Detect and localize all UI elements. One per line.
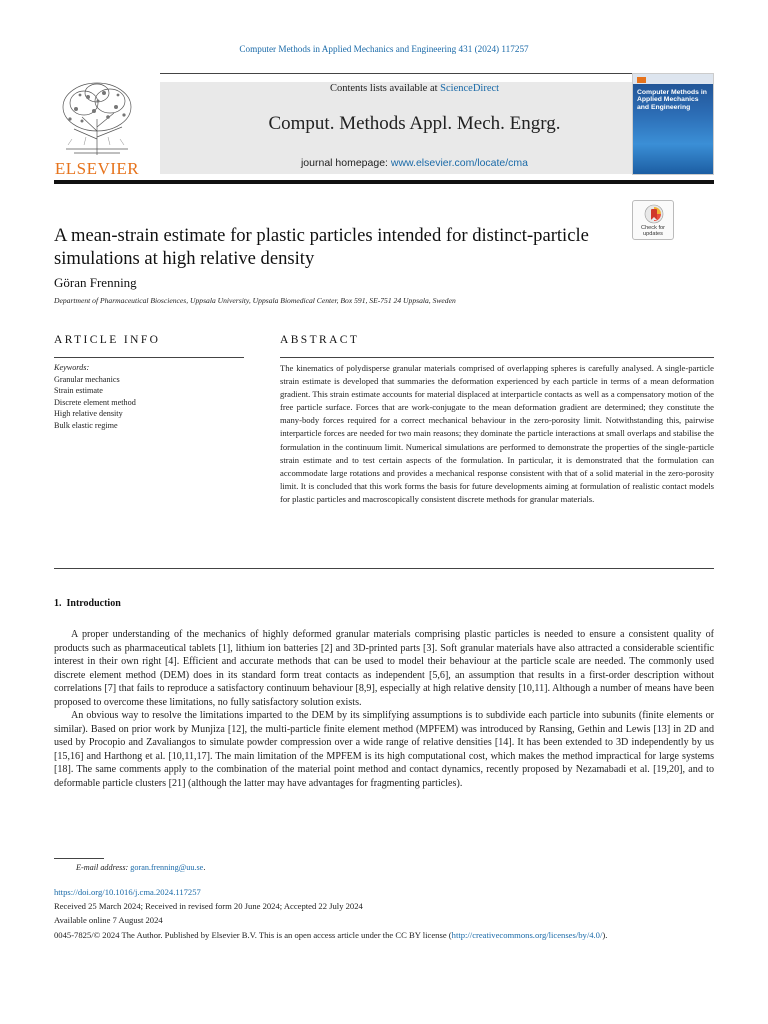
homepage-prefix: journal homepage: [300, 157, 391, 169]
doi-link[interactable]: https://doi.org/10.1016/j.cma.2024.117257 [54, 887, 201, 897]
journal-info-panel [160, 82, 669, 174]
author-email-footnote [76, 863, 205, 872]
paragraph: An obvious way to resolve the limitations imparted to the DEM by its simplifying assumptions is to subdivide each particle into subunits (finite elements or similar). Based on prior work by Munjiza [12], the multi-particle finite element method (MPFEM) was introduced by Ransing, Gethin and Lewis [13] in 2D and used by Procopio and Zavaliangos to simulate powder compression over a wide range of relative densities [14]. It has been extended to 3D independently by us [15,16] and Harthong et al. [10,11,17]. The main limitation of the MPFEM is its high computational cost, which makes the method impractical for large systems [18]. The same comments apply to the combination of the material point method and contact dynamics, recently proposed by Nezamabadi et al. [19,20], and to deformable particle clusters [21] (although the latter may have advantages for fragmenting particles). [54, 710, 714, 790]
author-affiliation: Department of Pharmaceutical Biosciences, Uppsala University, Uppsala Biomedical Center, Box 591, SE-751 24 Uppsala, Sweden [54, 296, 456, 305]
keywords-block [54, 362, 244, 432]
keyword-item: High relative density [54, 409, 123, 419]
cover-publisher-mark [637, 77, 646, 83]
check-for-updates-badge[interactable] [632, 200, 674, 240]
article-title: A mean-strain estimate for plastic particles intended for distinct-particle simulations at high relative density [54, 225, 589, 269]
elsevier-wordmark: ELSEVIER [54, 159, 140, 178]
keyword-item: Discrete element method [54, 397, 136, 407]
sciencedirect-link[interactable]: ScienceDirect [440, 83, 500, 94]
author-name[interactable]: Göran Frenning [54, 275, 137, 290]
author-email-link[interactable]: goran.frenning@uu.se [130, 863, 204, 872]
footnote-rule [54, 858, 104, 859]
contents-line [160, 82, 669, 95]
available-online-date: Available online 7 August 2024 [54, 915, 163, 925]
article-history-dates: Received 25 March 2024; Received in revised form 20 June 2024; Accepted 22 July 2024 [54, 901, 363, 911]
elsevier-logo[interactable] [54, 79, 140, 178]
cc-by-license-link[interactable]: http://creativecommons.org/licenses/by/4.0/ [451, 930, 603, 940]
abstract-bottom-rule [54, 568, 714, 569]
masthead-bottom-rule [54, 180, 714, 184]
abstract-heading: ABSTRACT [280, 334, 360, 346]
article-info-rule [54, 357, 244, 358]
email-label: E-mail address: [76, 863, 129, 872]
homepage-line [160, 157, 669, 169]
keyword-item: Granular mechanics [54, 374, 120, 384]
journal-cover-thumbnail[interactable] [632, 73, 714, 175]
abstract-rule [280, 357, 714, 358]
keyword-item: Strain estimate [54, 386, 103, 396]
masthead-rule [160, 73, 669, 74]
contents-prefix: Contents lists available at [329, 83, 441, 94]
introduction-body [54, 628, 714, 791]
check-for-updates-label: Check for updates [641, 225, 665, 237]
license-text: 0045-7825/© 2024 The Author. Published by Elsevier B.V. This is an open access article under the CC BY license ( [54, 930, 452, 940]
elsevier-tree-icon [54, 79, 140, 157]
section-heading-introduction: 1. Introduction [54, 598, 121, 609]
running-head[interactable]: Computer Methods in Applied Mechanics and Engineering 431 (2024) 117257 [239, 44, 529, 54]
abstract-text: The kinematics of polydisperse granular materials comprised of overlapping spheres is carefully analysed. A single-particle strain estimate is developed that summaries the deformation experienced by each particle in terms of a mean deformation gradient. This strain estimate accounts for material displaced at interparticle contacts as well as a compensatory motion of the free particle surface. Forces that are work-conjugate to the mean deformation gradient are determined; they constitute the many-body forces required for a correct mechanical behaviour in the zero-porosity limit. Notwithstanding this, pairwise interparticle forces are needed for two main reasons; they dominate the particle interactions at small overlaps and stabilise the formulation in the continuum limit. Numerical simulations are performed to demonstrate the properties of the single-particle strain estimate and to test certain aspects of the formulation. In particular, it is demonstrated that the formulation can accommodate large rotations and provides a mechanical response consistent with that of a solid material in the zero-porosity limit. It is concluded that this work forms the basis for future developments aiming at formulation of realistic contact models for plastic particles and macroscopically consistent discrete methods for granular materials. [280, 363, 714, 504]
cover-journal-name: Computer Methods in Applied Mechanics and Engineering [637, 89, 707, 111]
journal-homepage-link[interactable]: www.elsevier.com/locate/cma [390, 157, 529, 169]
keyword-item: Bulk elastic regime [54, 420, 118, 430]
license-suffix: ). [602, 930, 608, 940]
journal-masthead [54, 73, 714, 178]
email-suffix: . [203, 863, 206, 872]
keywords-label: Keywords: [54, 363, 90, 372]
journal-title: Comput. Methods Appl. Mech. Engrg. [268, 113, 561, 134]
license-statement [54, 929, 714, 942]
paragraph: A proper understanding of the mechanics of highly deformed granular materials comprising plastic particles is needed to ensure a consistent quality of products such as pharmaceutical tablets [1], lithium ion batteries [2] and 3D-printed parts [3]. Soft granular materials have also attracted a considerable scientific interest in their own right [4]. Efficient and accurate methods that can be used to model their behaviour at the particle scale are needed. The commonly used discrete element method (DEM) does in its standard form treat contacts as independent [5,6], an assumption that results in a first-order description without correlations [7] that fails to reproduce a satisfactory continuum behaviour [8,9], especially at high relative density [10,11]. Although a number of means have been proposed to overcome these limitations, no fully satisfactory solution exists. [54, 629, 714, 708]
article-info-heading: ARTICLE INFO [54, 334, 161, 346]
check-for-updates-icon [644, 204, 664, 224]
